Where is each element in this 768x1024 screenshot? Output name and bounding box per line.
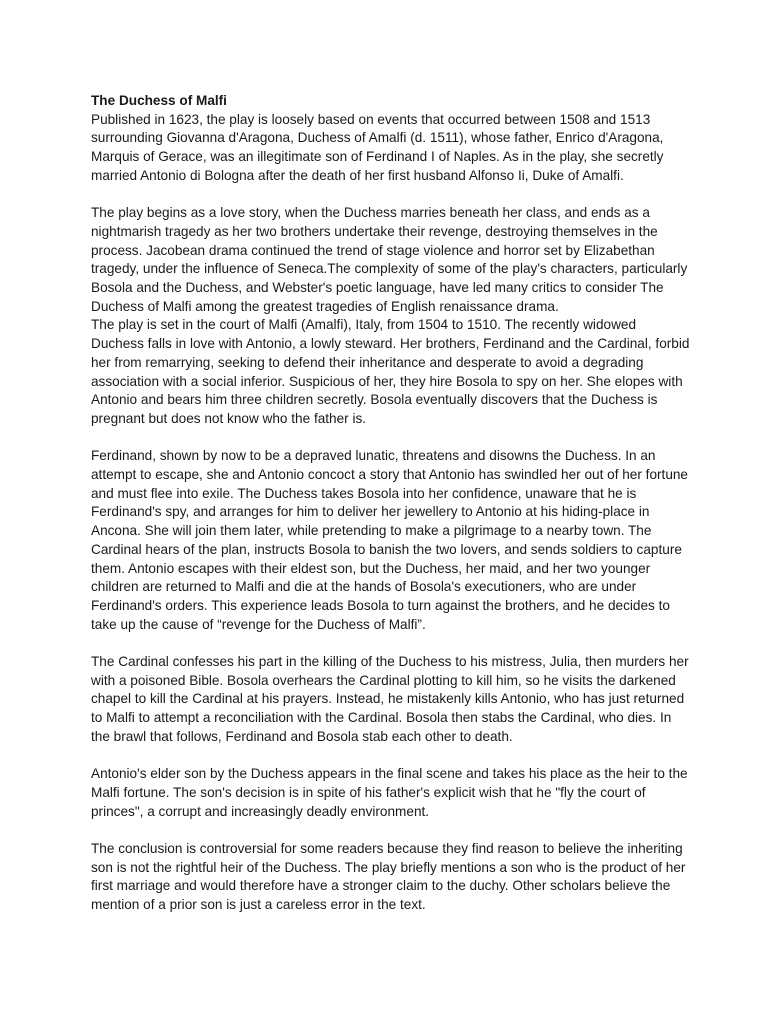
paragraph-setting: The play is set in the court of Malfi (Amalfi), Italy, from 1504 to 1510. The recently widowed Duchess falls in love with Antonio, a lowly steward. Her brothers, Ferdinand and the Cardinal, forbid her from remarrying, seeking to defend their inheritance and desperate to avoid a degrading association with a social inferior. Suspicious of her, they hire Bosola to spy on her. She elopes with Antonio and bears him three children secretly. Bosola eventually discovers that the Duchess is pregnant but does not know who the father is. — [91, 317, 690, 426]
paragraph-love-story: The play begins as a love story, when the Duchess marries beneath her class, and ends as a nightmarish tragedy as her two brothers undertake their revenge, destroying themselves in the process. Jacobean drama continued the trend of stage violence and horror set by Elizabethan tragedy, under the influence of Seneca.The complexity of some of the play's characters, particularly Bosola and the Duchess, and Webster's poetic language, have led many critics to consider The Duchess of Malfi among the greatest tragedies of English renaissance drama. — [91, 205, 688, 314]
paragraph-cardinal: The Cardinal confesses his part in the killing of the Duchess to his mistress, Julia, then murders her with a poisoned Bible. Bosola overhears the Cardinal plotting to kill him, so he visits the darkened chapel to kill the Cardinal at his prayers. Instead, he mistakenly kills Antonio, who has just returned to Malfi to attempt a reconciliation with the Cardinal. Bosola then stabs the Cardinal, who dies. In the brawl that follows, Ferdinand and Bosola stab each other to death. — [91, 654, 689, 744]
paragraph-elder-son: Antonio's elder son by the Duchess appears in the final scene and takes his place as the heir to the Malfi fortune. The son's decision is in spite of his father's explicit wish that he "fly the court of princes", a corrupt and increasingly deadly environment. — [91, 766, 688, 819]
document-title: The Duchess of Malfi — [91, 93, 227, 108]
paragraph-ferdinand: Ferdinand, shown by now to be a depraved lunatic, threatens and disowns the Duchess. In an attempt to escape, she and Antonio concoct a story that Antonio has swindled her out of her fortune and must flee into exile. The Duchess takes Bosola into her confidence, unaware that he is Ferdinand's spy, and arranges for him to deliver her jewellery to Antonio at his hiding-place in Ancona. She will join them later, while pretending to make a pilgrimage to a nearby town. The Cardinal hears of the plan, instructs Bosola to banish the two lovers, and sends soldiers to capture them. Antonio escapes with their eldest son, but the Duchess, her maid, and her two younger children are returned to Malfi and die at the hands of Bosola's executioners, who are under Ferdinand's orders. This experience leads Bosola to turn against the brothers, and he decides to take up the cause of “revenge for the Duchess of Malfi”. — [91, 448, 688, 632]
paragraph-conclusion: The conclusion is controversial for some readers because they find reason to believe the inheriting son is not the rightful heir of the Duchess. The play briefly mentions a son who is the product of her first marriage and would therefore have a stronger claim to the duchy. Other scholars believe the mention of a prior son is just a careless error in the text. — [91, 841, 686, 913]
document-body — [91, 92, 691, 915]
paragraph-publication: Published in 1623, the play is loosely based on events that occurred between 1508 and 1513 surrounding Giovanna d'Aragona, Duchess of Amalfi (d. 1511), whose father, Enrico d'Aragona, Marquis of Gerace, was an illegitimate son of Ferdinand I of Naples. As in the play, she secretly married Antonio di Bologna after the death of her first husband Alfonso Ii, Duke of Amalfi. — [91, 111, 664, 183]
